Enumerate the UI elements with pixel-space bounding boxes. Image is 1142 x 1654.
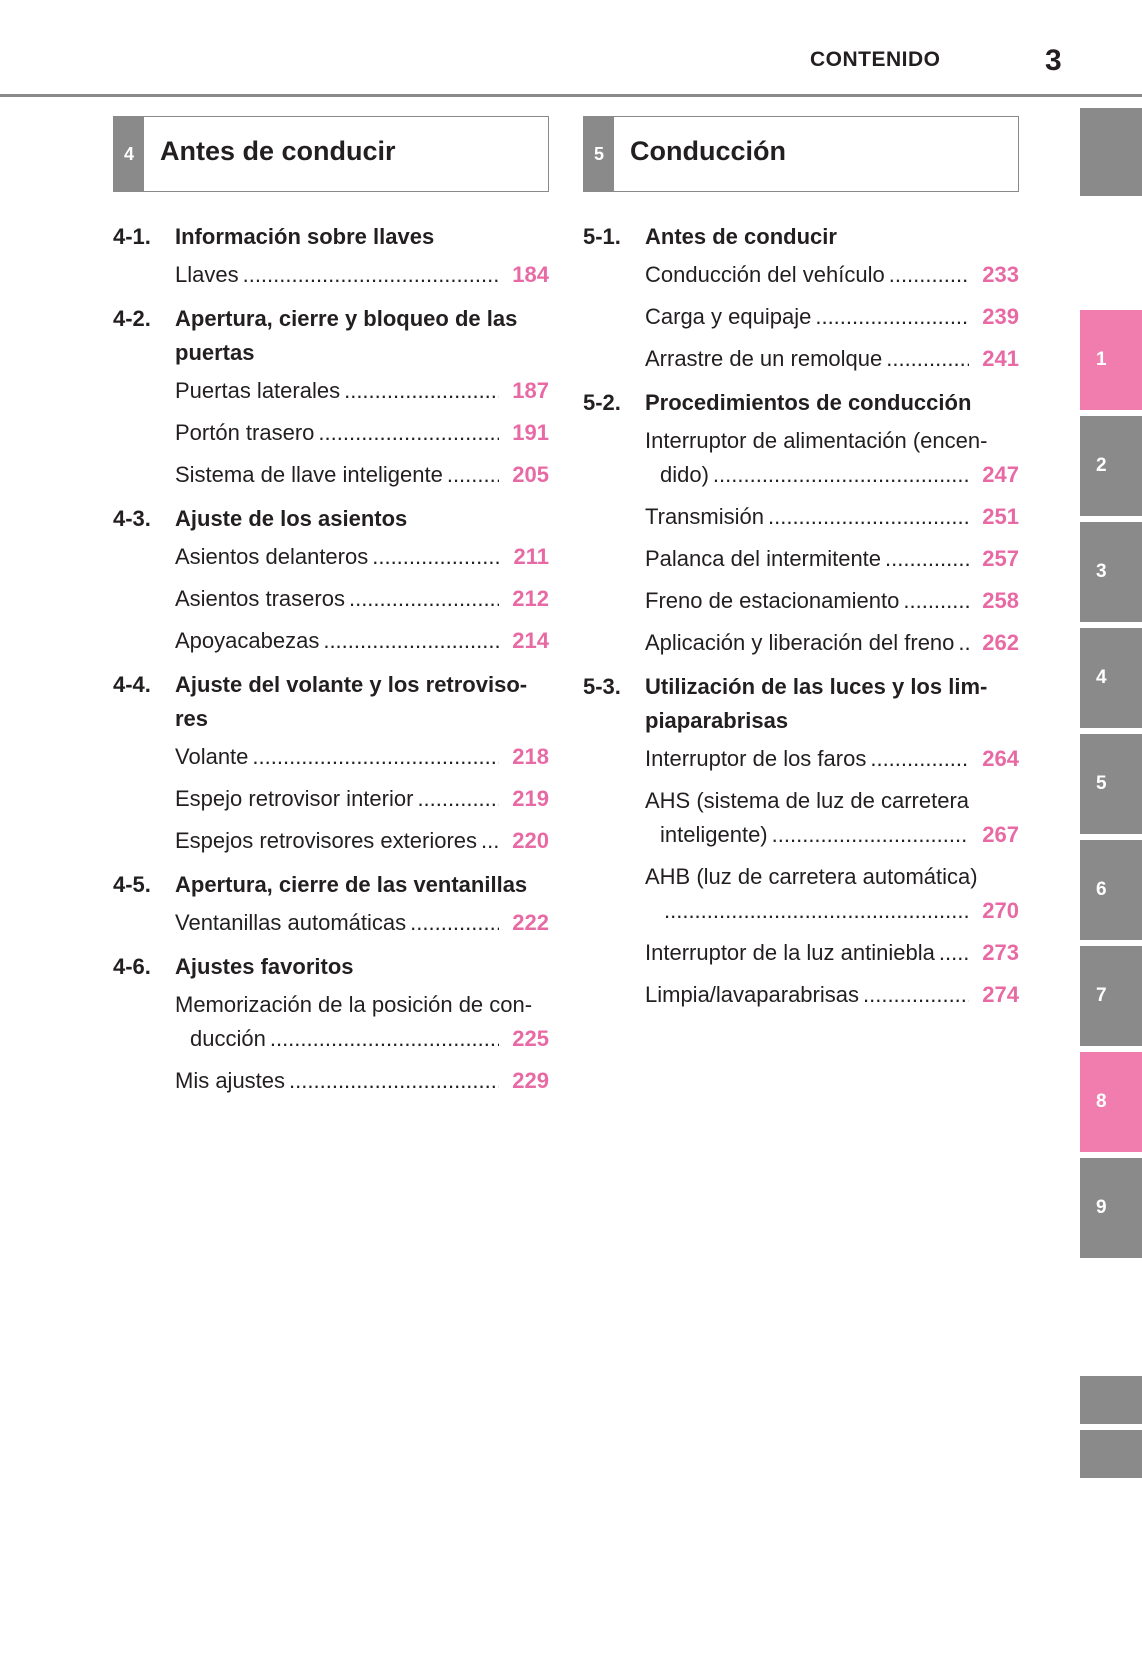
toc-entry-page[interactable]: 191 (512, 420, 549, 445)
dot-leader (870, 742, 969, 776)
subsection-heading (583, 670, 1019, 738)
toc-entry-page[interactable]: 233 (982, 262, 1019, 287)
toc-entry[interactable] (645, 626, 1019, 660)
dot-leader (886, 342, 969, 376)
toc-entry[interactable] (175, 1064, 549, 1098)
subsection-title: Ajuste de los asientos (175, 506, 408, 531)
toc-entry-row (175, 416, 549, 450)
toc-entry-row (645, 626, 1019, 660)
toc-entry[interactable] (645, 542, 1019, 576)
toc-entry-row (645, 258, 1019, 292)
dot-leader (447, 458, 499, 492)
toc-column-right (583, 220, 1019, 1020)
dot-leader (243, 258, 499, 292)
toc-entry[interactable] (175, 258, 549, 292)
toc-entry[interactable] (175, 582, 549, 616)
toc-entry-row (175, 374, 549, 408)
subsection-heading (113, 668, 549, 736)
dot-leader (768, 500, 969, 534)
subsection-title: Utilización de las luces y los lim-piaparabrisas (645, 674, 988, 733)
toc-entry-page[interactable]: 270 (982, 898, 1019, 923)
toc-entry[interactable] (645, 742, 1019, 776)
toc-entry-label-line: AHB (luz de carretera automática) (645, 864, 978, 889)
section-header-4[interactable] (113, 116, 549, 192)
toc-entry[interactable] (645, 584, 1019, 618)
toc-entry-label: Transmisión (645, 504, 764, 529)
toc-entry-row (175, 1064, 549, 1098)
dot-leader (481, 824, 499, 858)
toc-entry-row (175, 258, 549, 292)
toc-entry-page[interactable]: 211 (513, 544, 549, 569)
dot-leader (815, 300, 969, 334)
toc-entry[interactable] (175, 624, 549, 658)
toc-entry-page[interactable]: 212 (512, 586, 549, 611)
toc-entry[interactable] (175, 374, 549, 408)
toc-entry-label: Asientos delanteros (175, 544, 369, 569)
subsection-heading (113, 868, 549, 902)
subsection-heading (583, 386, 1019, 420)
dot-leader (885, 542, 969, 576)
toc-entry-label: Carga y equipaje (645, 304, 812, 329)
toc-entry[interactable] (645, 500, 1019, 534)
toc-entry[interactable] (175, 906, 549, 940)
dot-leader (939, 936, 969, 970)
subsection-title: Apertura, cierre y bloqueo de las puertas (175, 306, 518, 365)
toc-entry-page[interactable]: 205 (512, 462, 549, 487)
section-number: 5 (584, 117, 614, 191)
toc-entry-row (645, 458, 1019, 492)
dot-leader (863, 978, 969, 1012)
dot-leader (270, 1022, 499, 1056)
toc-entry-row (645, 542, 1019, 576)
subsection-title: Ajustes favoritos (175, 954, 354, 979)
toc-entry-row (175, 540, 549, 574)
toc-entry-row (645, 300, 1019, 334)
dot-leader (323, 624, 499, 658)
chapter-tab-3[interactable]: 3 (1080, 522, 1142, 622)
dot-leader (664, 894, 969, 928)
toc-entry-label: Conducción del vehículo (645, 262, 885, 287)
subsection-heading (113, 302, 549, 370)
toc-entry-page[interactable]: 247 (982, 462, 1019, 487)
chapter-tab-blank[interactable] (1080, 1376, 1142, 1424)
dot-leader (903, 584, 969, 618)
section-header-5[interactable] (583, 116, 1019, 192)
toc-entry[interactable] (645, 936, 1019, 970)
toc-entry[interactable] (175, 458, 549, 492)
toc-entry-label: dido) (660, 462, 709, 487)
toc-entry-label: Interruptor de los faros (645, 746, 867, 771)
toc-entry[interactable] (175, 824, 549, 858)
chapter-tab-1[interactable]: 1 (1080, 310, 1142, 410)
toc-entry[interactable] (645, 784, 1019, 852)
chapter-tab-6[interactable]: 6 (1080, 840, 1142, 940)
subsection-title: Ajuste del volante y los retroviso-res (175, 672, 528, 731)
toc-entry-label: Aplicación y liberación del freno (645, 630, 955, 655)
toc-entry-label: Ventanillas automáticas (175, 910, 407, 935)
toc-entry-row (645, 818, 1019, 852)
section-title: Antes de conducir (160, 136, 396, 166)
toc-entry-row (175, 458, 549, 492)
subsection-number: 5-2. (583, 390, 621, 415)
dot-leader (318, 416, 499, 450)
toc-entry-page[interactable]: 229 (512, 1068, 549, 1093)
toc-entry-label: Interruptor de la luz antiniebla (645, 940, 935, 965)
toc-entry-label: Llaves (175, 262, 239, 287)
toc-entry-page[interactable]: 274 (982, 982, 1019, 1007)
toc-column-left (113, 220, 549, 1106)
toc-entry-row (175, 624, 549, 658)
toc-entry-label-line: Interruptor de alimentación (encen- (645, 428, 988, 453)
subsection-number: 4-2. (113, 306, 151, 331)
chapter-tab-4[interactable]: 4 (1080, 628, 1142, 728)
toc-entry-page[interactable]: 273 (982, 940, 1019, 965)
toc-entry[interactable] (175, 782, 549, 816)
chapter-tab-7[interactable]: 7 (1080, 946, 1142, 1046)
dot-leader (958, 626, 969, 660)
subsection-number: 5-3. (583, 674, 621, 699)
dot-leader (252, 740, 499, 774)
dot-leader (772, 818, 969, 852)
dot-leader (889, 258, 969, 292)
chapter-tab-9[interactable]: 9 (1080, 1158, 1142, 1258)
toc-entry-page[interactable]: 218 (512, 744, 549, 769)
toc-entry-page[interactable]: 214 (512, 628, 549, 653)
toc-entry-label: Apoyacabezas (175, 628, 320, 653)
toc-entry-page[interactable]: 184 (512, 262, 549, 287)
toc-entry-label: Portón trasero (175, 420, 315, 445)
toc-entry-label-line: Memorización de la posición de con- (175, 992, 533, 1017)
toc-entry-row (645, 978, 1019, 1012)
header-divider (0, 94, 1142, 97)
chapter-tab-blank[interactable] (1080, 108, 1142, 196)
dot-leader (344, 374, 499, 408)
subsection-heading (113, 950, 549, 984)
subsection-title: Apertura, cierre de las ventanillas (175, 872, 528, 897)
toc-entry[interactable] (645, 258, 1019, 292)
toc-entry-label: Palanca del intermitente (645, 546, 882, 571)
subsection-title: Antes de conducir (645, 224, 837, 249)
toc-entry-label: Espejos retrovisores exteriores (175, 828, 478, 853)
toc-entry-row (175, 906, 549, 940)
chapter-tab-2[interactable]: 2 (1080, 416, 1142, 516)
subsection-title: Información sobre llaves (175, 224, 435, 249)
toc-entry-label: Puertas laterales (175, 378, 341, 403)
chapter-tab-5[interactable]: 5 (1080, 734, 1142, 834)
section-title: Conducción (630, 136, 786, 166)
toc-entry-page[interactable]: 267 (982, 822, 1019, 847)
toc-entry-label: ducción (190, 1026, 266, 1051)
toc-entry-page[interactable]: 258 (982, 588, 1019, 613)
toc-entry-page[interactable]: 251 (982, 504, 1019, 529)
chapter-tab-8[interactable]: 8 (1080, 1052, 1142, 1152)
subsection-heading (113, 220, 549, 254)
toc-entry-label: Mis ajustes (175, 1068, 286, 1093)
toc-entry-page[interactable]: 222 (512, 910, 549, 935)
toc-entry-label: Sistema de llave inteligente (175, 462, 443, 487)
toc-entry-page[interactable]: 239 (982, 304, 1019, 329)
subsection-title: Procedimientos de conducción (645, 390, 972, 415)
toc-entry-row (175, 824, 549, 858)
toc-entry[interactable] (645, 342, 1019, 376)
header-title: CONTENIDO (810, 48, 941, 71)
toc-entry-row (645, 342, 1019, 376)
subsection-number: 4-5. (113, 872, 151, 897)
dot-leader (410, 906, 499, 940)
toc-entry[interactable] (645, 424, 1019, 492)
toc-entry[interactable] (175, 740, 549, 774)
toc-entry-page[interactable]: 241 (982, 346, 1019, 371)
toc-entry-page[interactable]: 219 (512, 786, 549, 811)
toc-entry[interactable] (175, 988, 549, 1056)
chapter-tab-blank[interactable] (1080, 1430, 1142, 1478)
page-number: 3 (1045, 44, 1062, 77)
toc-entry-page[interactable]: 262 (982, 630, 1019, 655)
toc-entry-row (175, 1022, 549, 1056)
toc-entry-page[interactable]: 187 (512, 378, 549, 403)
toc-entry-row (175, 782, 549, 816)
toc-entry-label: inteligente) (660, 822, 768, 847)
toc-entry[interactable] (175, 416, 549, 450)
toc-entry-page[interactable]: 264 (982, 746, 1019, 771)
toc-entry-label: Arrastre de un remolque (645, 346, 883, 371)
dot-leader (372, 540, 499, 574)
toc-entry-label: Asientos traseros (175, 586, 345, 611)
toc-entry-page[interactable]: 220 (512, 828, 549, 853)
toc-entry[interactable] (645, 978, 1019, 1012)
toc-entry[interactable] (645, 860, 1019, 928)
dot-leader (289, 1064, 499, 1098)
toc-entry-row (645, 742, 1019, 776)
subsection-number: 4-4. (113, 672, 151, 697)
subsection-number: 5-1. (583, 224, 621, 249)
subsection-heading (583, 220, 1019, 254)
toc-entry-label: Espejo retrovisor interior (175, 786, 414, 811)
toc-entry[interactable] (645, 300, 1019, 334)
toc-entry-row (175, 582, 549, 616)
subsection-number: 4-6. (113, 954, 151, 979)
subsection-number: 4-3. (113, 506, 151, 531)
toc-entry[interactable] (175, 540, 549, 574)
section-number: 4 (114, 117, 144, 191)
toc-entry-page[interactable]: 225 (512, 1026, 549, 1051)
toc-entry-row (645, 584, 1019, 618)
toc-entry-row (645, 500, 1019, 534)
toc-entry-label: Limpia/lavaparabrisas (645, 982, 859, 1007)
subsection-heading (113, 502, 549, 536)
dot-leader (713, 458, 969, 492)
toc-entry-page[interactable]: 257 (982, 546, 1019, 571)
subsection-number: 4-1. (113, 224, 151, 249)
dot-leader (349, 582, 499, 616)
dot-leader (417, 782, 499, 816)
toc-entry-row (645, 894, 1019, 928)
toc-entry-row (175, 740, 549, 774)
toc-entry-label: Volante (175, 744, 249, 769)
toc-entry-row (645, 936, 1019, 970)
toc-entry-label-line: AHS (sistema de luz de carretera (645, 788, 970, 813)
toc-entry-label: Freno de estacionamiento (645, 588, 900, 613)
